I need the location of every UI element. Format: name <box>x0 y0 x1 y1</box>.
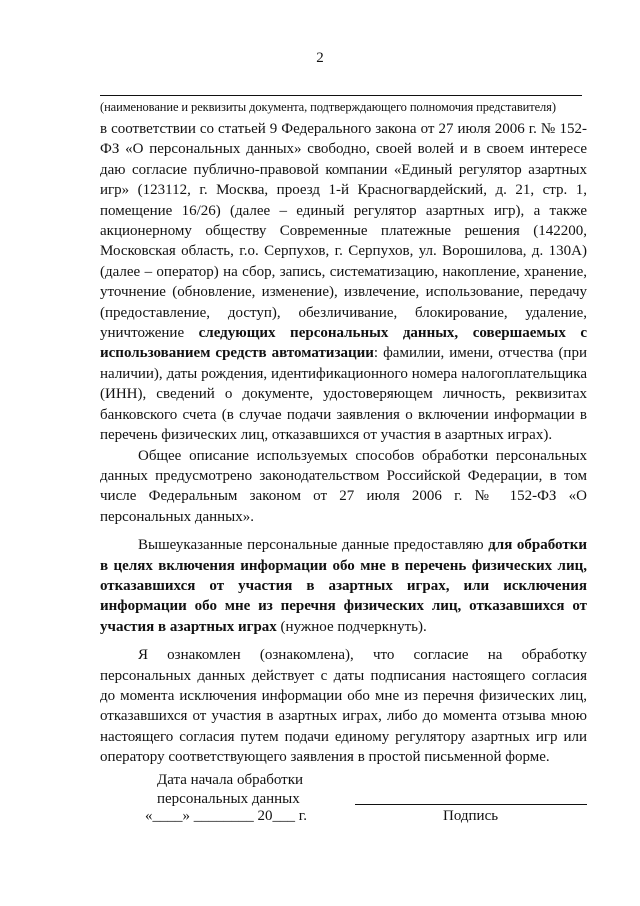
consent-data-heading: следующих персональных данных, совершаемых с использованием средств автоматизации <box>100 325 587 362</box>
consent-data-list: : фамилии, имени, отчества (при наличии), даты рождения, идентификационного номера налогоплательщика (ИНН), сведений о документе, удостоверяющем личность, реквизитах банковского счета (в случае подачи заявления о включении информации в перечень физических лиц, отказавшихся от участия в азартных играх). <box>100 345 587 444</box>
purpose-note: (нужное подчеркнуть). <box>276 618 427 635</box>
date-field[interactable]: «____» ________ 20___ г. <box>145 808 307 824</box>
validity-paragraph: Я ознакомлен (ознакомлена), что согласие на обработку персональных данных действует с даты подписания настоящего согласия до момента исключения информации обо мне из перечня физических лиц, отказавшихся от участия в азартных играх, либо до момента отзыва мною настоящего согласия путем подачи единому регулятору азартных игр или оператору соответствующего заявления в простой письменной форме. <box>100 647 587 766</box>
date-subtitle: персональных данных <box>157 791 300 807</box>
representative-document-line <box>100 95 582 96</box>
purpose-text: Вышеуказанные персональные данные предоставляю <box>138 537 489 554</box>
signature-line[interactable] <box>355 804 587 805</box>
signature-label: Подпись <box>443 808 499 824</box>
purpose-bold: для обработки в целях включения информации обо мне в перечень физических лиц, отказавшихся от участия в азартных играх, или исключения информации обо мне из перечня физических лиц, отказавшихся от участия в азартных играх <box>100 537 587 635</box>
consent-paragraph <box>100 119 587 446</box>
consent-body <box>100 119 587 768</box>
consent-text: в соответствии со статьей 9 Федерального закона от 27 июля 2006 г. № 152-ФЗ «О персональных данных» свободно, своей волей и в своем интересе даю согласие публично-правовой компании «Единый регулятор азартных игр» (123112, г. Москва, проезд 1-й Красногвардейский, д. 21, стр. 1, помещение 16/26) (далее – единый регулятор азартных игр), а также акционерному обществу Современные платежные решения (142200, Московская область, г.о. Серпухов, г. Серпухов, ул. Ворошилова, д. 130А) (далее – оператор) на сбор, запись, систематизацию, накопление, хранение, уточнение (обновление, изменение), извлечение, использование, передачу (предоставление, доступ), обезличивание, блокирование, удаление, уничтожение <box>100 121 587 342</box>
page-number: 2 <box>316 50 324 66</box>
date-title: Дата начала обработки <box>157 772 304 788</box>
representative-document-caption: (наименование и реквизиты документа, подтверждающего полномочия представителя) <box>100 100 556 114</box>
processing-description-paragraph: Общее описание используемых способов обработки персональных данных предусмотрено законодательством Российской Федерации, в том числе Федеральным законом от 27 июля 2006 г. № 152-ФЗ «О персональных данных». <box>100 447 587 525</box>
purpose-paragraph <box>100 535 587 637</box>
